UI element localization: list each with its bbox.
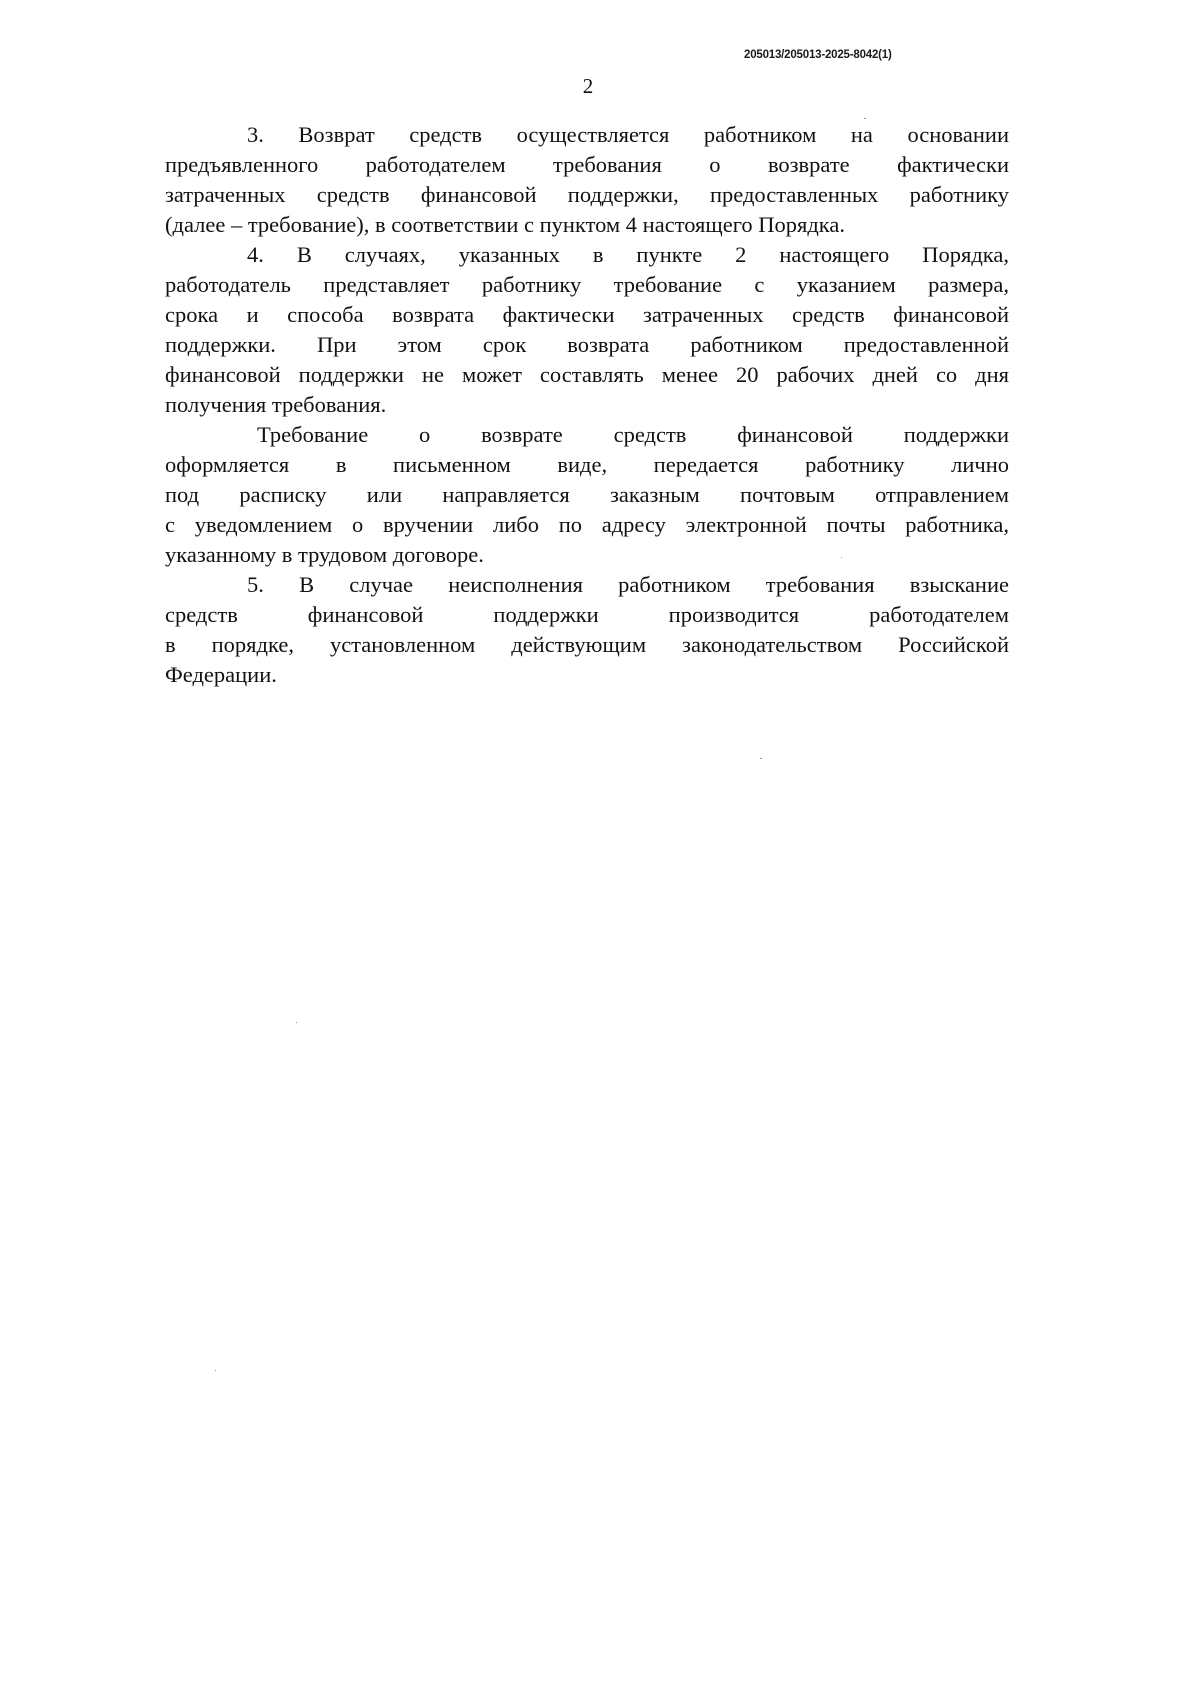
text-line: под расписку или направляется заказным почтовым отправлением (165, 482, 1009, 507)
text-line: 5. В случае неисполнения работником требования взыскание (247, 572, 1009, 597)
text-line: (далее – требование), в соответствии с пунктом 4 настоящего Порядка. (165, 212, 845, 237)
text-line: предъявленного работодателем требования о возврате фактически (165, 152, 1009, 177)
text-line: Федерации. (165, 662, 277, 687)
text-line: срока и способа возврата фактически затраченных средств финансовой (165, 302, 1009, 327)
text-line: Требование о возврате средств финансовой поддержки (257, 422, 1009, 447)
text-line: затраченных средств финансовой поддержки, предоставленных работнику (165, 182, 1009, 207)
text-line: поддержки. При этом срок возврата работником предоставленной (165, 332, 1009, 357)
paragraph-4-requirement-form (165, 420, 1009, 570)
scan-speck (760, 758, 762, 759)
document-body (165, 120, 1009, 690)
text-line: работодатель представляет работнику требование с указанием размера, (165, 272, 1009, 297)
text-line: с уведомлением о вручении либо по адресу электронной почты работника, (165, 512, 1009, 537)
text-line: 4. В случаях, указанных в пункте 2 настоящего Порядка, (247, 242, 1009, 267)
page-number: 2 (582, 74, 594, 98)
text-line: средств финансовой поддержки производится работодателем (165, 602, 1009, 627)
text-line: финансовой поддержки не может составлять менее 20 рабочих дней со дня (165, 362, 1009, 387)
scan-speck (864, 118, 866, 119)
text-line: в порядке, установленном действующим законодательством Российской (165, 632, 1009, 657)
scan-speck (296, 1022, 297, 1023)
text-line: 3. Возврат средств осуществляется работником на основании (247, 122, 1009, 147)
text-line: получения требования. (165, 392, 387, 417)
paragraph-5 (165, 570, 1009, 690)
text-line: указанному в трудовом договоре. (165, 542, 484, 567)
document-id: 205013/205013-2025-8042(1) (744, 49, 892, 61)
paragraph-4 (165, 240, 1009, 420)
scan-speck (841, 557, 842, 558)
text-line: оформляется в письменном виде, передается работнику лично (165, 452, 1009, 477)
scan-speck (215, 1370, 216, 1371)
paragraph-3 (165, 120, 1009, 240)
